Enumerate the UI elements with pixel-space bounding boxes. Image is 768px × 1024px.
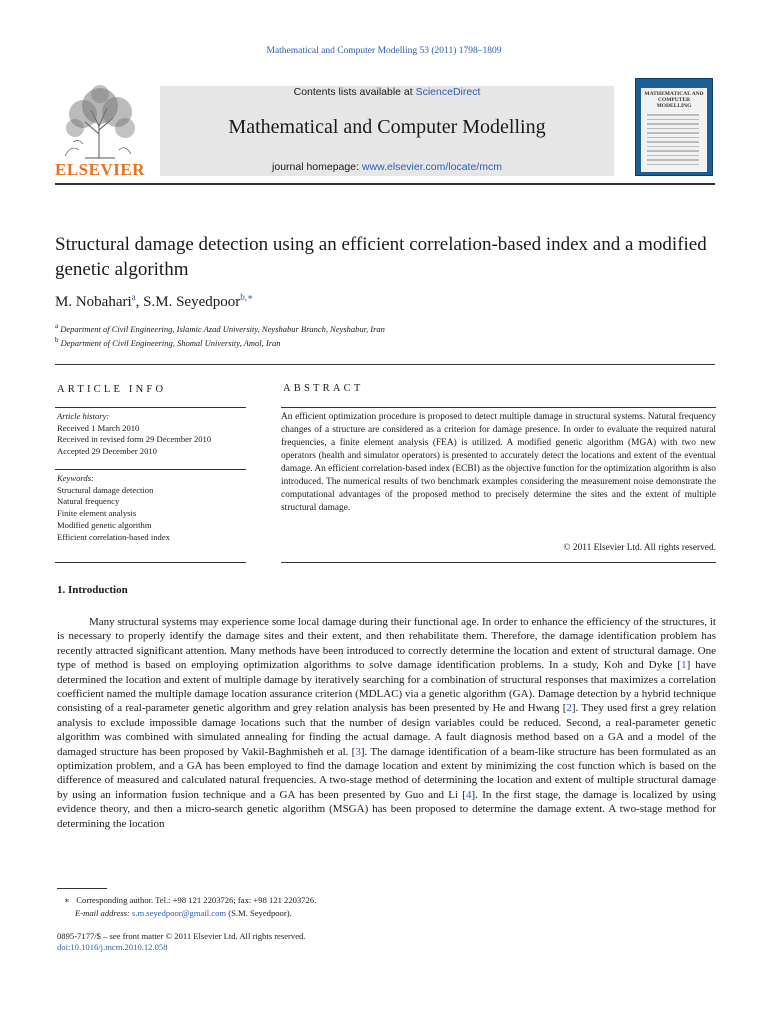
corresponding-author-note xyxy=(64,895,316,906)
journal-banner xyxy=(160,86,614,176)
keyword-item: Finite element analysis xyxy=(57,508,137,519)
sciencedirect-link[interactable]: ScienceDirect xyxy=(415,86,481,98)
tree-icon xyxy=(55,84,145,160)
email-label: E-mail address: xyxy=(75,908,130,918)
author-name: M. Nobahari xyxy=(55,294,132,310)
email-note xyxy=(75,908,292,918)
footnote-text: Corresponding author. Tel.: +98 121 2203726; fax: +98 121 2203726. xyxy=(76,895,317,905)
keyword-item: Efficient correlation-based index xyxy=(57,531,170,542)
issn-line: 0895-7177/$ – see front matter © 2011 Elsevier Ltd. All rights reserved. xyxy=(57,931,306,941)
reference-link[interactable]: 1 xyxy=(681,659,687,672)
accepted-date: Accepted 29 December 2010 xyxy=(57,446,157,457)
footnote-rule xyxy=(57,888,107,889)
reference-link[interactable]: 4 xyxy=(465,788,472,801)
paragraph-text: ]. The damage identification of a beam-like structure has been formulated as an optimization problem, and a GA has been employed to find the damage location and extent by minimizing the cost function which is based on the difference of measured and calculated natural frequencies. A two-stage method of determining the location and extent of multiple structural damage by using an information fusion technique and a GA has been presented by Guo and Li [ xyxy=(57,745,716,801)
cover-title: MATHEMATICAL AND COMPUTER MODELLING xyxy=(644,91,704,109)
email-suffix: (S.M. Seyedpoor). xyxy=(226,908,292,918)
history-label: Article history: xyxy=(57,411,110,421)
reference-link[interactable]: 3 xyxy=(355,745,361,758)
divider xyxy=(55,469,246,470)
article-history xyxy=(57,411,211,458)
homepage-line xyxy=(160,161,614,173)
paragraph-text: Many structural systems may experience some local damage during their functional age. In order to enhance the efficiency of the structures, it is necessary to properly identify the damage sites and their extent, and then rehabilitate them. Therefore, the damage identification problem has recently attracted significant attention. Many methods have been introduced to correctly determine the location and extent of structural damage. One type of method is based on employing optimization algorithms to solve damage identification problems. In a study, Koh and Dyke [ xyxy=(57,616,716,672)
copyright-notice: © 2011 Elsevier Ltd. All rights reserved. xyxy=(563,543,716,553)
abstract-text: An efficient optimization procedure is proposed to detect multiple damage in structural systems. Natural frequency changes of a structure are considered as a criterion for damage presence. In order to evaluate the required natural frequencies, a finite element analysis (FEA) is utilized. A modified genetic algorithm (MGA) with two new operators (health and simulator operators) is presented to accurately detect the locations and extent of the eventual damage. An efficient correlation-based index (ECBI) as the objective function for the optimization algorithm is also introduced. The numerical results of two benchmark examples considering the measurement noise demonstrate the computational advantages of the proposed method to precisely determine the sites and the extent of multiple structural damage. xyxy=(281,412,716,513)
divider xyxy=(55,407,246,408)
received-date: Received 1 March 2010 xyxy=(57,422,140,433)
keyword-item: Structural damage detection xyxy=(57,484,154,495)
revised-date: Received in revised form 29 December 2010 xyxy=(57,434,212,445)
footnote-star: ∗ xyxy=(64,895,70,905)
introduction-paragraph xyxy=(57,615,716,831)
section-heading-introduction: 1. Introduction xyxy=(57,584,128,596)
elsevier-logo[interactable] xyxy=(55,84,145,180)
journal-citation[interactable]: Mathematical and Computer Modelling 53 (2011) 1798–1809 xyxy=(266,46,502,56)
keyword-item: Modified genetic algorithm xyxy=(57,519,152,530)
abstract-heading: ABSTRACT xyxy=(283,383,364,394)
affiliation-a xyxy=(55,322,385,334)
author-name: S.M. Seyedpoor xyxy=(143,294,241,310)
homepage-prefix: journal homepage: xyxy=(272,161,362,173)
paragraph-text: ] have determined the location and extent of multiple damage by iteratively searching for a combination of structural responses that maximizes a correlation coefficient named the multiple damage location assurance criterion (MDLAC) via a genetic algorithm (GA). Damage detection by a hybrid technique consisting of a real-parameter genetic algorithm and grey relation analysis has been presented by He and Hwang [ xyxy=(57,659,716,715)
keywords-block xyxy=(57,473,170,543)
author-list: M. Nobahari$^a$, S.M. Seyedpoor$^{b,∗}$ xyxy=(55,292,254,310)
journal-title[interactable]: Mathematical and Computer Modelling xyxy=(228,116,546,138)
divider xyxy=(281,562,716,563)
contents-prefix: Contents lists available at xyxy=(293,86,416,98)
homepage-link[interactable]: www.elsevier.com/locate/mcm xyxy=(361,161,502,173)
affiliation-link[interactable]: a xyxy=(131,292,136,302)
article-info-heading: ARTICLE INFO xyxy=(57,384,167,395)
keywords-label: Keywords: xyxy=(57,473,94,483)
email-link[interactable]: s.m.seyedpoor@gmail.com xyxy=(131,908,227,918)
affiliation-link[interactable]: b,∗ xyxy=(240,292,254,302)
divider xyxy=(55,562,246,563)
cover-contents-lines xyxy=(647,114,699,168)
doi-link[interactable]: doi:10.1016/j.mcm.2010.12.058 xyxy=(57,942,168,952)
cover-panel xyxy=(641,88,707,172)
affiliation-marker: b xyxy=(55,336,59,344)
affiliation-text: Department of Civil Engineering, Shomal University, Amol, Iran xyxy=(60,337,281,348)
journal-cover-image[interactable] xyxy=(635,78,713,176)
reference-link[interactable]: 2 xyxy=(566,702,572,715)
paragraph-text: ]. In the first stage, the damage is localized by using evidence theory, and then a micro-search genetic algorithm (MSGA) has been proposed to determine the damage extent. A two-stage method for determining the location xyxy=(57,788,717,830)
affiliation-text: Department of Civil Engineering, Islamic Azad University, Neyshabur Branch, Neyshabur, Iran xyxy=(60,323,385,334)
article-title: Structural damage detection using an efficient correlation-based index and a modified genetic algorithm xyxy=(55,234,707,280)
affiliation-b xyxy=(55,336,281,348)
publisher-name: ELSEVIER xyxy=(55,160,145,179)
section-rule xyxy=(55,364,715,365)
paragraph-text: ]. They used first a grey relation analysis to exclude impossible damage locations such that the number of design variables could be reduced. Second, a real-parameter genetic algorithm was combined with simulated annealing for finding the actual damage. A fault diagnosis method based on a GA and a model of the damaged structure has been proposed by Vakil-Baghmisheh et al. [ xyxy=(57,702,716,758)
keyword-item: Natural frequency xyxy=(57,496,120,507)
contents-line xyxy=(160,86,614,98)
affiliation-marker: a xyxy=(55,322,59,330)
divider xyxy=(281,407,716,408)
header-rule xyxy=(55,183,715,185)
